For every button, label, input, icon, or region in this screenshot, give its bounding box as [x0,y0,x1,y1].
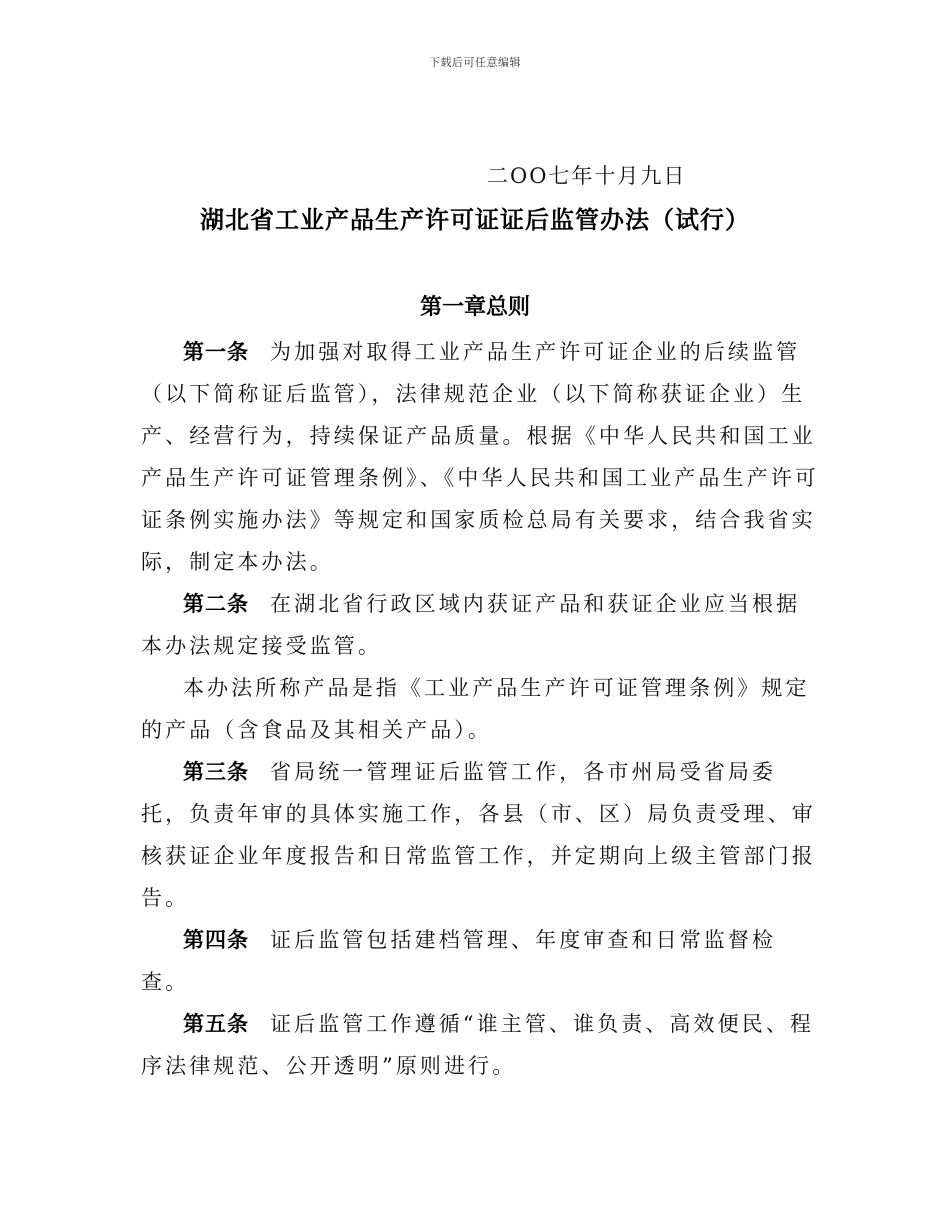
header-note: 下载后可任意编辑 [429,56,521,69]
article-text: 为加强对取得工业产品生产许可证企业的后续监管（以下简称证后监管），法律规范企业（以下简称获证企业）生产、经营行为，持续保证产品质量。根据《中华人民共和国工业产品生产许可证管理条例》、《中华人民共和国工业产品生产许可证条例实施办法》等规定和国家质检总局有关要求，结合我省实际，制定本办法。 [141,340,819,574]
article-text: 本办法所称产品是指《工业产品生产许可证管理条例》规定的产品（含食品及其相关产品）。 [141,676,810,742]
article-label: 第四条 [183,928,249,952]
article-label: 第五条 [183,1012,249,1036]
article-text: 在湖北省行政区域内获证产品和获证企业应当根据本办法规定接受监管。 [141,592,801,658]
article-5-paragraph [141,1003,821,1087]
document-title: 湖北省工业产品生产许可证证后监管办法（试行） [200,206,750,234]
article-label: 第三条 [183,760,249,784]
article-4-paragraph [141,919,821,1003]
article-text: 省局统一管理证后监管工作，各市州局受省局委托，负责年审的具体实施工作，各县（市、区）局负责受理、审核获证企业年度报告和日常监管工作，并定期向上级主管部门报告。 [141,760,816,910]
article-label: 第一条 [183,340,249,364]
article-text: 证后监管包括建档管理、年度审查和日常监督检查。 [141,928,777,994]
document-body [141,331,821,1087]
document-date: 二OO七年十月九日 [487,164,687,188]
article-text: 证后监管工作遵循“谁主管、谁负责、高效便民、程序法律规范、公开透明”原则进行。 [141,1012,815,1078]
chapter-heading: 第一章总则 [419,295,530,320]
article-label: 第二条 [183,592,249,616]
article-1-paragraph [141,331,821,583]
article-3-paragraph [141,751,821,919]
article-2-continuation-paragraph [141,667,821,751]
article-2-paragraph [141,583,821,667]
